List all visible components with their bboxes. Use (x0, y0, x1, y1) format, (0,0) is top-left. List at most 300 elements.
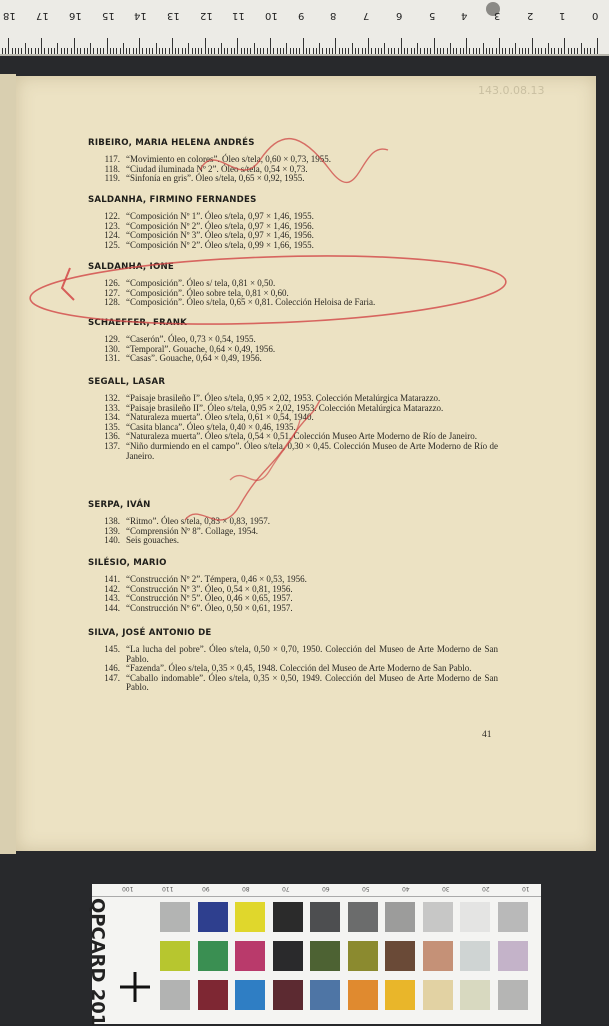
ruler-tick (594, 48, 595, 54)
ruler-tick (172, 38, 173, 54)
ruler-tick (299, 48, 300, 54)
color-calibration-card (92, 884, 541, 1024)
ruler-tick (443, 48, 444, 54)
artist-name: SCHAEFFER, FRANK (88, 318, 188, 328)
color-swatch (385, 980, 415, 1010)
ruler-tick (126, 48, 127, 54)
ruler-tick (463, 48, 464, 54)
ruler-tick (234, 48, 235, 54)
ruler-tick (67, 48, 68, 54)
ruler-tick (525, 48, 526, 54)
ruler-tick (165, 48, 166, 54)
catalog-item (88, 645, 498, 664)
ruler-tick (466, 38, 467, 54)
ruler-tick (41, 38, 42, 54)
color-swatch (348, 941, 378, 971)
ruler-tick (581, 43, 582, 54)
page-stamp: 143.0.08.13 (478, 84, 545, 97)
measuring-ruler (0, 0, 609, 56)
ruler-tick (365, 48, 366, 54)
card-scale-number: 40 (402, 885, 410, 892)
item-number: 124. (104, 230, 120, 241)
ruler-tick (71, 48, 72, 54)
ruler-tick (319, 43, 320, 54)
ruler-tick (107, 38, 108, 54)
ruler-number: 4 (461, 10, 468, 21)
color-swatch (273, 941, 303, 971)
color-swatch (460, 941, 490, 971)
item-number: 129. (104, 334, 120, 344)
ruler-tick (561, 48, 562, 54)
ruler-tick (139, 38, 140, 54)
item-number: 134. (104, 412, 120, 423)
ruler-tick (571, 48, 572, 54)
ruler-tick (456, 48, 457, 54)
ruler-number: 0 (592, 10, 599, 21)
ruler-tick (538, 48, 539, 54)
item-description: “Composición”. Óleo s/tela, 0,65 × 0,81. Colección Heloisa de Faria. (126, 297, 376, 308)
ruler-number: 11 (232, 10, 246, 21)
item-description: “Casas”. Gouache, 0,64 × 0,49, 1956. (126, 353, 262, 364)
ruler-tick (545, 48, 546, 54)
ruler-tick (100, 48, 101, 54)
ruler-tick (31, 48, 32, 54)
ruler-tick (489, 48, 490, 54)
item-number: 119. (104, 173, 120, 184)
ruler-tick (479, 48, 480, 54)
color-swatch (348, 980, 378, 1010)
color-swatch (385, 941, 415, 971)
item-number: 136. (104, 431, 120, 442)
ruler-tick (486, 48, 487, 54)
ruler-tick (12, 48, 13, 54)
ruler-tick (273, 48, 274, 54)
catalog-item (88, 354, 498, 364)
card-scale-number: 70 (282, 885, 290, 892)
ruler-tick (283, 48, 284, 54)
artist-section (88, 558, 498, 613)
item-description: “Composición Nº 2”. Óleo s/tela, 0,97 × 1,46, 1956. (126, 220, 314, 231)
ruler-tick (77, 48, 78, 54)
ruler-tick (231, 48, 232, 54)
ruler-tick (38, 48, 39, 54)
ruler-tick (254, 43, 255, 54)
ruler-tick (358, 48, 359, 54)
item-number: 130. (104, 343, 120, 354)
document-page (16, 76, 596, 851)
item-description: “Composición Nº 1”. Óleo s/tela, 0,97 × 1,46, 1955. (126, 211, 314, 221)
item-description: “Temporal”. Gouache, 0,64 × 0,49, 1956. (126, 343, 276, 354)
ruler-tick (590, 48, 591, 54)
ruler-tick (306, 48, 307, 54)
ruler-tick (257, 48, 258, 54)
ruler-tick (159, 48, 160, 54)
plus-icon (118, 970, 152, 1004)
card-scale-number: 80 (242, 885, 250, 892)
ruler-tick (404, 48, 405, 54)
ruler-tick (322, 48, 323, 54)
item-number: 125. (104, 239, 120, 250)
catalog-item (88, 241, 498, 251)
ruler-tick (293, 48, 294, 54)
ruler-tick (430, 48, 431, 54)
ruler-tick (250, 48, 251, 54)
ruler-tick (136, 48, 137, 54)
ruler-tick (339, 48, 340, 54)
ruler-number: 5 (428, 10, 435, 21)
ruler-tick (35, 48, 36, 54)
color-swatch (310, 902, 340, 932)
ruler-tick (211, 48, 212, 54)
catalog-item (88, 674, 498, 693)
ruler-tick (473, 48, 474, 54)
ruler-tick (313, 48, 314, 54)
ruler-tick (303, 38, 304, 54)
item-description: “Paisaje brasileño I”. Óleo s/tela, 0,95 × 2,02, 1953. Colección Metalúrgica Matarazzo. (126, 393, 441, 403)
ruler-tick (574, 48, 575, 54)
ruler-tick (519, 48, 520, 54)
item-number: 126. (104, 278, 120, 288)
color-swatch (498, 902, 528, 932)
ruler-tick (407, 48, 408, 54)
ruler-number: 18 (3, 10, 17, 21)
ruler-tick (74, 38, 75, 54)
item-description: “Construcción Nº 3”. Óleo, 0,54 × 0,81, 1956. (126, 583, 293, 594)
ruler-tick (267, 48, 268, 54)
catalog-item (88, 536, 498, 546)
item-number: 143. (104, 593, 120, 604)
item-description: “Caserón”. Óleo, 0,73 × 0,54, 1955. (126, 334, 256, 344)
ruler-tick (120, 48, 121, 54)
ruler-tick (162, 48, 163, 54)
ruler-tick (568, 48, 569, 54)
item-description: “Casita blanca”. Óleo s/tela, 0,40 × 0,46, 1935. (126, 421, 296, 432)
catalog-item (88, 298, 498, 308)
ruler-tick (329, 48, 330, 54)
item-description: “Movimiento en colores”. Óleo s/tela, 0,60 × 0,73, 1955. (126, 154, 332, 164)
ruler-tick (587, 48, 588, 54)
ruler-tick (84, 48, 85, 54)
card-scale (92, 884, 541, 897)
ruler-number: 7 (363, 10, 370, 21)
ruler-tick (420, 48, 421, 54)
ruler-tick (326, 48, 327, 54)
ruler-tick (188, 43, 189, 54)
ruler-tick (175, 48, 176, 54)
item-number: 147. (104, 672, 120, 683)
color-swatch (310, 941, 340, 971)
item-number: 140. (104, 535, 120, 546)
ruler-tick (192, 48, 193, 54)
ruler-tick (205, 38, 206, 54)
color-swatch (460, 902, 490, 932)
ruler-tick (48, 48, 49, 54)
ruler-tick (244, 48, 245, 54)
item-description: “Construcción Nº 5”. Óleo, 0,46 × 0,65, 1957. (126, 593, 293, 604)
ruler-tick (515, 43, 516, 54)
item-description: “Paisaje brasileño II”. Óleo s/tela, 0,95 × 2,02, 1953. Colección Metalúrgica Matarazzo. (126, 402, 444, 413)
ruler-tick (371, 48, 372, 54)
ruler-tick (221, 43, 222, 54)
item-number: 133. (104, 402, 120, 413)
ruler-tick (290, 48, 291, 54)
color-swatch (160, 941, 190, 971)
ruler-tick (237, 38, 238, 54)
color-swatch (385, 902, 415, 932)
ruler-number: 2 (526, 10, 533, 21)
ruler-tick (558, 48, 559, 54)
item-description: “Fazenda”. Óleo s/tela, 0,35 × 0,45, 1948. Colección del Museo de Arte Moderno de San Pablo. (126, 663, 472, 674)
ruler-tick (460, 48, 461, 54)
ruler-tick (564, 38, 565, 54)
ruler-tick (113, 48, 114, 54)
ruler-tick (554, 48, 555, 54)
ruler-tick (411, 48, 412, 54)
ruler-number: 16 (68, 10, 82, 21)
ruler-tick (64, 48, 65, 54)
ruler-tick (241, 48, 242, 54)
ruler-tick (103, 48, 104, 54)
ruler-tick (18, 48, 19, 54)
ruler-tick (309, 48, 310, 54)
artist-name: SEGALL, LASAR (88, 377, 166, 387)
card-scale-number: 50 (362, 885, 370, 892)
ruler-tick (509, 48, 510, 54)
ruler-tick (260, 48, 261, 54)
ruler-tick (169, 48, 170, 54)
ruler-tick (263, 48, 264, 54)
page-edge (0, 74, 16, 854)
ruler-tick (394, 48, 395, 54)
ruler-tick (227, 48, 228, 54)
item-number: 144. (104, 602, 120, 613)
ruler-tick (427, 48, 428, 54)
item-description: “Composición Nº 3”. Óleo s/tela, 0,97 × 1,46, 1956. (126, 230, 314, 241)
ruler-tick (388, 48, 389, 54)
ruler-tick (80, 48, 81, 54)
ruler-tick (401, 38, 402, 54)
ruler-tick (551, 48, 552, 54)
card-scale-number: 30 (442, 885, 450, 892)
ruler-tick (51, 48, 52, 54)
ruler-number: 6 (395, 10, 403, 21)
ruler-tick (384, 43, 385, 54)
card-scale-number: 20 (482, 885, 490, 892)
artist-name: RIBEIRO, MARIA HELENA ANDRÉS (88, 138, 255, 148)
ruler-tick (208, 48, 209, 54)
ruler-tick (453, 48, 454, 54)
ruler-tick (156, 43, 157, 54)
ruler-number: 17 (36, 10, 49, 21)
item-number: 131. (104, 353, 120, 364)
artist-section (88, 500, 498, 546)
color-swatch (498, 980, 528, 1010)
item-number: 122. (104, 211, 120, 221)
ruler-tick (21, 48, 22, 54)
ruler-number: 9 (297, 10, 305, 21)
artist-section (88, 262, 498, 308)
catalog-item (88, 442, 498, 461)
ruler-tick (61, 48, 62, 54)
color-swatch (348, 902, 378, 932)
card-scale-number: 60 (322, 885, 330, 892)
item-number: 127. (104, 287, 120, 298)
item-number: 118. (104, 163, 120, 174)
ruler-tick (362, 48, 363, 54)
ruler-tick (528, 48, 529, 54)
ruler-tick (44, 48, 45, 54)
ruler-tick (502, 48, 503, 54)
item-number: 138. (104, 516, 120, 526)
item-description: “Ciudad iluminada Nº 2”. Óleo s/tela, 0,54 × 0,73. (126, 163, 308, 174)
ruler-tick (434, 38, 435, 54)
color-swatch (235, 941, 265, 971)
ruler-tick (270, 38, 271, 54)
item-description: Seis gouaches. (126, 535, 179, 546)
ruler-tick (185, 48, 186, 54)
ruler-tick (391, 48, 392, 54)
ruler-tick (133, 48, 134, 54)
ruler-tick (87, 48, 88, 54)
ruler-tick (532, 38, 533, 54)
ruler-tick (152, 48, 153, 54)
ruler-tick (496, 48, 497, 54)
artist-section (88, 195, 498, 250)
color-swatch (198, 941, 228, 971)
ruler-number: 12 (199, 10, 213, 21)
item-number: 128. (104, 297, 120, 308)
item-description: “Comprensión Nº 8”. Collage, 1954. (126, 525, 259, 536)
ruler-number: 10 (265, 10, 278, 21)
ruler-tick (512, 48, 513, 54)
ruler-tick (198, 48, 199, 54)
ruler-tick (499, 38, 500, 54)
ruler-tick (492, 48, 493, 54)
item-description: “Caballo indomable”. Óleo s/tela, 0,35 × 0,50, 1949. Colección del Museo de Arte Moderno de San Pablo. (126, 672, 498, 693)
ruler-tick (5, 48, 6, 54)
item-description: “Ritmo”. Óleo s/tela, 0,83 × 0,83, 1957. (126, 516, 271, 526)
item-description: “Composición”. Óleo s/ tela, 0,81 × 0,50. (126, 278, 276, 288)
item-description: “Naturaleza muerta”. Óleo s/tela, 0,61 × 0,54, 1940. (126, 412, 314, 423)
ruler-tick (381, 48, 382, 54)
ruler-tick (541, 48, 542, 54)
ruler-tick (116, 48, 117, 54)
item-description: “La lucha del pobre”. Óleo s/tela, 0,50 × 0,70, 1950. Colección del Museo de Arte Moderno de San Pablo. (126, 644, 498, 664)
ruler-number: 3 (493, 10, 501, 21)
card-scale-number: 90 (202, 885, 210, 892)
color-swatch (423, 980, 453, 1010)
color-swatch (160, 980, 190, 1010)
page-number: 41 (482, 730, 492, 740)
item-number: 137. (104, 440, 120, 451)
ruler-tick (178, 48, 179, 54)
item-number: 123. (104, 220, 120, 231)
ruler-tick (90, 43, 91, 54)
card-scale-number: 10 (522, 885, 530, 892)
ruler-number: 14 (134, 10, 147, 21)
item-description: “Composición Nº 2”. Óleo s/tela, 0,99 × 1,66, 1955. (126, 239, 314, 250)
ruler-tick (348, 48, 349, 54)
ruler-tick (214, 48, 215, 54)
item-number: 139. (104, 525, 120, 536)
color-swatch (498, 941, 528, 971)
color-swatch (235, 902, 265, 932)
ruler-tick (2, 48, 3, 54)
ruler-tick (280, 48, 281, 54)
color-swatch (273, 980, 303, 1010)
item-description: “Construcción Nº 6”. Óleo, 0,50 × 0,61, 1957. (126, 602, 293, 613)
item-number: 142. (104, 583, 120, 594)
ruler-tick (129, 48, 130, 54)
ruler-tick (149, 48, 150, 54)
ruler-tick (195, 48, 196, 54)
ruler-tick (450, 43, 451, 54)
ruler-tick (123, 43, 124, 54)
ruler-tick (352, 43, 353, 54)
catalog-item (88, 604, 498, 614)
artist-section (88, 138, 498, 184)
ruler-tick (424, 48, 425, 54)
ruler-tick (8, 38, 9, 54)
artist-name: SERPA, IVÁN (88, 500, 151, 510)
color-swatch (423, 941, 453, 971)
item-number: 146. (104, 663, 120, 674)
ruler-tick (277, 48, 278, 54)
artist-name: SALDANHA, IONE (88, 262, 174, 272)
ruler-tick (417, 43, 418, 54)
artist-section (88, 377, 498, 461)
color-swatch (310, 980, 340, 1010)
ruler-tick (375, 48, 376, 54)
color-swatch (460, 980, 490, 1010)
ruler-tick (28, 48, 29, 54)
ruler-tick (483, 43, 484, 54)
ruler-tick (447, 48, 448, 54)
ruler-number: 15 (101, 10, 115, 21)
ruler-tick (345, 48, 346, 54)
ruler-tick (335, 38, 336, 54)
ruler-tick (522, 48, 523, 54)
ruler-tick (93, 48, 94, 54)
ruler-tick (414, 48, 415, 54)
ruler-tick (440, 48, 441, 54)
ruler-number: 1 (559, 10, 566, 21)
item-number: 145. (104, 644, 120, 654)
ruler-tick (54, 48, 55, 54)
artist-name: SILÉSIO, MARIO (88, 558, 167, 568)
color-swatch (160, 902, 190, 932)
item-number: 117. (104, 154, 120, 164)
ruler-tick (597, 38, 598, 54)
artist-name: SALDANHA, FIRMINO FERNANDES (88, 195, 257, 205)
item-description: “Niño durmiendo en el campo”. Óleo s/tela, 0,30 × 0,45. Colección Museo de Arte Moderno de Río de Janeiro. (126, 440, 498, 461)
color-swatch (273, 902, 303, 932)
artist-name: SILVA, JOSÉ ANTONIO DE (88, 628, 212, 638)
ruler-number: 13 (166, 10, 180, 21)
ruler-tick (97, 48, 98, 54)
item-number: 132. (104, 393, 120, 403)
ruler-tick (182, 48, 183, 54)
ruler-tick (398, 48, 399, 54)
item-description: “Naturaleza muerta”. Óleo s/tela, 0,54 × 0,51. Colección Museo Arte Moderno de Río de Janeiro. (126, 431, 477, 442)
ruler-tick (146, 48, 147, 54)
ruler-tick (368, 38, 369, 54)
ruler-tick (378, 48, 379, 54)
ruler-tick (57, 43, 58, 54)
ruler-tick (548, 43, 549, 54)
ruler-tick (286, 43, 287, 54)
ruler-tick (577, 48, 578, 54)
